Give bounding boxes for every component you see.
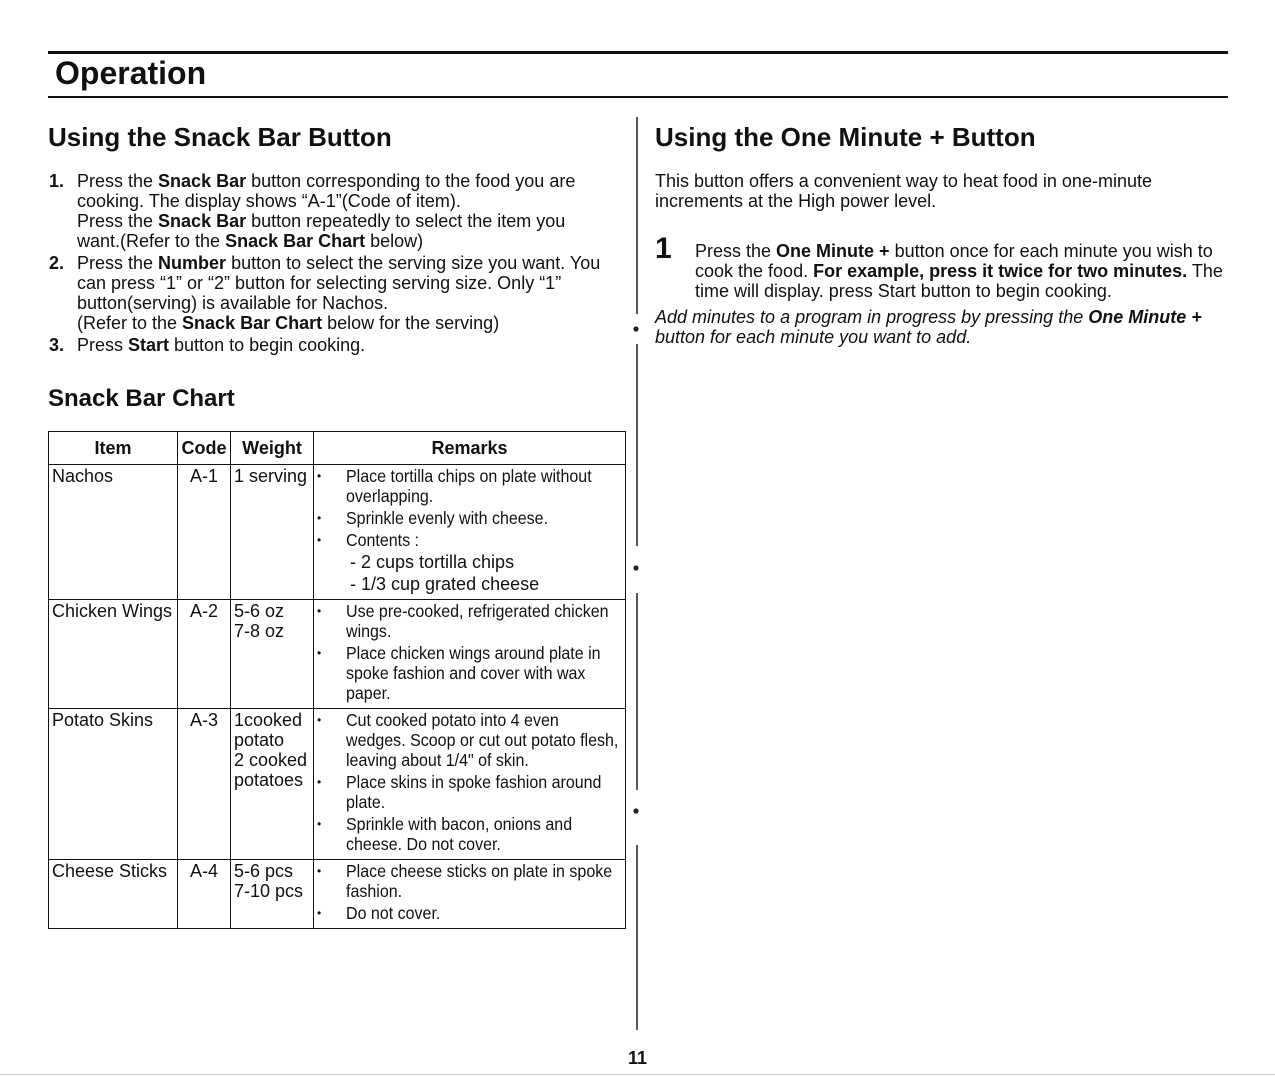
text-line	[77, 335, 365, 355]
text-run: button corresponding to the food you are	[246, 171, 576, 191]
remark-item	[316, 861, 625, 901]
bullet-icon: •	[317, 604, 322, 618]
table-row	[49, 600, 626, 709]
one-minute-button-heading: Using the One Minute + Button	[655, 122, 1036, 152]
remark-item	[316, 814, 625, 854]
remark-line: Use pre-cooked, refrigerated chicken	[346, 601, 609, 621]
step-text	[77, 171, 575, 251]
table-row	[49, 465, 626, 600]
text-run: button repeatedly to select the item you	[246, 211, 566, 231]
remark-sub-item: - 2 cups tortilla chips	[350, 552, 515, 572]
bullet-icon: •	[317, 864, 322, 878]
table-header-row	[49, 432, 626, 465]
text-run: The	[1187, 261, 1223, 281]
bold-text: Snack Bar Chart	[182, 313, 323, 333]
text-line	[655, 327, 1202, 347]
text-line	[77, 293, 600, 313]
bold-text: Number	[158, 253, 227, 273]
remark-item	[316, 643, 625, 703]
remark-line: Place cheese sticks on plate in spoke	[346, 861, 613, 881]
weight-line: 5-6 oz	[234, 601, 285, 621]
weight-line: 1 serving	[234, 466, 308, 486]
text-line	[77, 191, 575, 211]
weight-line: 2 cooked	[234, 750, 308, 770]
item-cell: Potato Skins	[49, 709, 178, 860]
weight-line: 7-10 pcs	[234, 881, 304, 901]
remarks-cell	[314, 860, 626, 929]
text-run: time will display. press Start button to begin cooking.	[695, 281, 1112, 301]
code-cell: A-2	[178, 600, 231, 709]
one-minute-step-text	[695, 241, 1223, 301]
section-title: Operation	[55, 55, 207, 91]
remark-line: Place skins in spoke fashion around	[346, 772, 602, 792]
text-line	[695, 241, 1223, 261]
remark-text	[346, 861, 625, 901]
bullet-icon: •	[317, 775, 322, 789]
weight-cell	[231, 600, 314, 709]
bullet-icon: •	[317, 511, 322, 525]
remark-text	[346, 772, 625, 812]
remarks-cell	[314, 465, 626, 600]
one-minute-step-number: 1	[655, 232, 672, 265]
text-line	[655, 307, 1202, 327]
bold-text: For example, press it twice for two minutes.	[813, 261, 1188, 281]
remark-line: wings.	[346, 621, 392, 641]
table-row	[49, 709, 626, 860]
snack-bar-button-heading: Using the Snack Bar Button	[48, 122, 392, 152]
snack-bar-steps-list	[48, 171, 600, 357]
text-run: button(serving) is available for Nachos.	[77, 293, 389, 313]
remark-item	[316, 772, 625, 812]
step-text	[77, 253, 600, 333]
text-run: can press “1” or “2” button for selecting serving size. Only “1”	[77, 273, 562, 293]
remark-line: Cut cooked potato into 4 even	[346, 710, 559, 730]
text-run: button once for each minute you wish to	[889, 241, 1213, 261]
snack-bar-chart-table	[48, 431, 626, 929]
step-number: 1.	[49, 171, 65, 191]
step-number: 2.	[49, 253, 65, 273]
bullet-icon: •	[317, 906, 322, 920]
bullet-icon: •	[317, 469, 322, 483]
remark-text	[346, 601, 625, 641]
page-number: 11	[627, 1048, 648, 1068]
remark-text	[346, 643, 625, 703]
divider-dot	[633, 326, 638, 331]
bold-text: Start	[128, 335, 170, 355]
text-run: button to begin cooking.	[169, 335, 366, 355]
one-minute-intro	[655, 171, 1152, 211]
bullet-icon: •	[317, 817, 322, 831]
bullet-icon: •	[317, 533, 322, 547]
remark-line: wedges. Scoop or cut out potato flesh,	[346, 730, 619, 750]
text-run: Press	[77, 335, 129, 355]
text-run: want.(Refer to the	[77, 231, 226, 251]
remark-line: Place tortilla chips on plate without	[346, 466, 592, 486]
bullet-icon: •	[317, 646, 322, 660]
weight-cell	[231, 465, 314, 600]
remark-item	[316, 903, 625, 923]
remark-sub-item: - 1/3 cup grated cheese	[350, 574, 540, 594]
text-run: (Refer to the	[77, 313, 183, 333]
remark-text	[346, 466, 625, 506]
column-header-code: Code	[178, 432, 231, 465]
remark-text	[346, 814, 625, 854]
text-run: below for the serving)	[322, 313, 500, 333]
item-cell: Cheese Sticks	[49, 860, 178, 929]
remark-text	[346, 903, 625, 923]
remark-item	[316, 601, 625, 641]
text-run: cook the food.	[695, 261, 814, 281]
remark-text	[346, 508, 625, 528]
remark-line: Place chicken wings around plate in	[346, 643, 601, 663]
divider-dot	[633, 808, 638, 813]
text-run: Press the	[695, 241, 777, 261]
remark-line: leaving about 1/4" of skin.	[346, 750, 529, 770]
text-run: Add minutes to a program in progress by pressing the	[655, 307, 1089, 327]
bold-text: Snack Bar Chart	[225, 231, 366, 251]
weight-line: 1cooked	[234, 710, 303, 730]
text-line	[77, 231, 575, 251]
text-run: Press the	[77, 171, 159, 191]
page-bottom-edge	[0, 1074, 1275, 1075]
text-run: below)	[365, 231, 424, 251]
bold-text: One Minute +	[1088, 307, 1202, 327]
weight-cell	[231, 860, 314, 929]
step-item	[48, 253, 600, 333]
text-run: Press the	[77, 253, 159, 273]
remark-item	[316, 508, 625, 528]
intro-line: This button offers a convenient way to heat food in one-minute	[655, 171, 1152, 191]
text-line	[77, 313, 600, 333]
remark-line: Sprinkle with bacon, onions and	[346, 814, 573, 834]
step-text	[77, 335, 365, 355]
remark-line: spoke fashion and cover with wax	[346, 663, 586, 683]
step-item	[48, 171, 600, 251]
remark-line: Contents :	[346, 530, 419, 550]
code-cell: A-4	[178, 860, 231, 929]
text-run: cooking. The display shows “A-1”(Code of item).	[77, 191, 461, 211]
remark-line: Sprinkle evenly with cheese.	[346, 508, 549, 528]
remark-line: Do not cover.	[346, 903, 441, 923]
column-divider	[630, 110, 644, 1035]
bullet-icon: •	[317, 713, 322, 727]
remark-line: cheese. Do not cover.	[346, 834, 501, 854]
remark-text	[346, 710, 625, 770]
weight-line: potato	[234, 730, 285, 750]
remark-item	[316, 530, 625, 594]
text-line	[77, 273, 600, 293]
bold-text: Snack Bar	[158, 171, 247, 191]
step-item	[48, 335, 600, 355]
remarks-cell	[314, 709, 626, 860]
bold-text: One Minute +	[776, 241, 890, 261]
text-line	[77, 253, 600, 273]
code-cell: A-1	[178, 465, 231, 600]
table-row	[49, 860, 626, 929]
text-line	[695, 261, 1223, 281]
remark-line: paper.	[346, 683, 391, 703]
intro-line: increments at the High power level.	[655, 191, 937, 211]
weight-line: 7-8 oz	[234, 621, 285, 641]
remark-line: overlapping.	[346, 486, 434, 506]
step-number: 3.	[49, 335, 65, 355]
bold-text: Snack Bar	[158, 211, 247, 231]
weight-line: 5-6 pcs	[234, 861, 294, 881]
code-cell: A-3	[178, 709, 231, 860]
item-cell: Chicken Wings	[49, 600, 178, 709]
snack-bar-chart-heading: Snack Bar Chart	[48, 385, 235, 412]
text-run: Press the	[77, 211, 159, 231]
weight-line: potatoes	[234, 770, 304, 790]
remark-line: fashion.	[346, 881, 403, 901]
text-line	[695, 281, 1223, 301]
header-rule-bottom	[48, 96, 1228, 98]
item-cell: Nachos	[49, 465, 178, 600]
remark-text	[346, 530, 625, 594]
column-header-remarks: Remarks	[314, 432, 626, 465]
text-line	[77, 211, 575, 231]
remark-item	[316, 710, 625, 770]
remarks-cell	[314, 600, 626, 709]
column-header-weight: Weight	[231, 432, 314, 465]
remark-line: plate.	[346, 792, 386, 812]
remark-item	[316, 466, 625, 506]
divider-dot	[633, 565, 638, 570]
text-run: button for each minute you want to add.	[655, 327, 972, 347]
weight-cell	[231, 709, 314, 860]
column-header-item: Item	[49, 432, 178, 465]
text-line	[77, 171, 575, 191]
text-run: button to select the serving size you want. You	[226, 253, 601, 273]
header-rule-top	[48, 51, 1228, 54]
one-minute-note	[655, 307, 1202, 347]
